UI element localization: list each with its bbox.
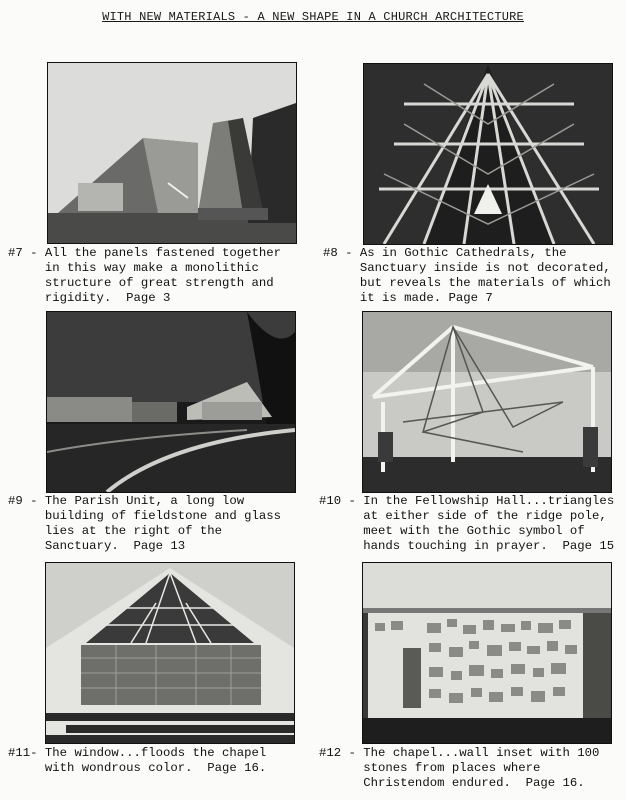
church-exterior-photo (47, 62, 297, 244)
caption-number: #10 - (319, 494, 356, 508)
caption-line: Sanctuary. Page 13 (44, 539, 186, 553)
caption-line: Sanctuary inside is not decorated, (359, 261, 611, 275)
caption-9 (8, 494, 281, 554)
caption-line: Christendom endured. Page 16. (363, 776, 585, 790)
caption-10 (319, 494, 614, 554)
caption-7 (8, 246, 281, 306)
caption-line: building of fieldstone and glass (44, 509, 282, 523)
caption-line: hands touching in prayer. Page 15 (363, 539, 615, 553)
caption-number: #9 - (8, 494, 38, 508)
caption-line: it is made. Page 7 (359, 291, 493, 305)
caption-line: The chapel...wall inset with 100 (363, 746, 600, 760)
caption-line: at either side of the ridge pole, (363, 509, 607, 523)
caption-line: The window...floods the chapel (44, 746, 267, 760)
caption-line: The Parish Unit, a long low (44, 494, 245, 508)
caption-line: in this way make a monolithic (44, 261, 259, 275)
chapel-window-photo (45, 562, 295, 744)
caption-number: #12 - (319, 746, 356, 760)
caption-number: #7 - (8, 246, 38, 260)
caption-line: stones from places where (363, 761, 541, 775)
sanctuary-interior-photo (363, 63, 613, 245)
caption-line: In the Fellowship Hall...triangles (363, 494, 615, 508)
caption-line: All the panels fastened together (44, 246, 282, 260)
parish-unit-photo (46, 311, 296, 493)
caption-line: meet with the Gothic symbol of (363, 524, 585, 538)
caption-line: As in Gothic Cathedrals, the (359, 246, 567, 260)
caption-number: #11- (8, 746, 38, 760)
caption-line: rigidity. Page 3 (44, 291, 171, 305)
caption-line: but reveals the materials of which (359, 276, 611, 290)
caption-line: structure of great strength and (44, 276, 274, 290)
fellowship-hall-photo (362, 311, 612, 493)
caption-8 (323, 246, 611, 306)
caption-11 (8, 746, 266, 776)
caption-line: with wondrous color. Page 16. (44, 761, 267, 775)
caption-12 (319, 746, 599, 791)
page-title: WITH NEW MATERIALS - A NEW SHAPE IN A CHURCH ARCHITECTURE (102, 10, 524, 24)
caption-line: lies at the right of the (44, 524, 223, 538)
caption-number: #8 - (323, 246, 353, 260)
chapel-stone-wall-photo (362, 562, 612, 744)
